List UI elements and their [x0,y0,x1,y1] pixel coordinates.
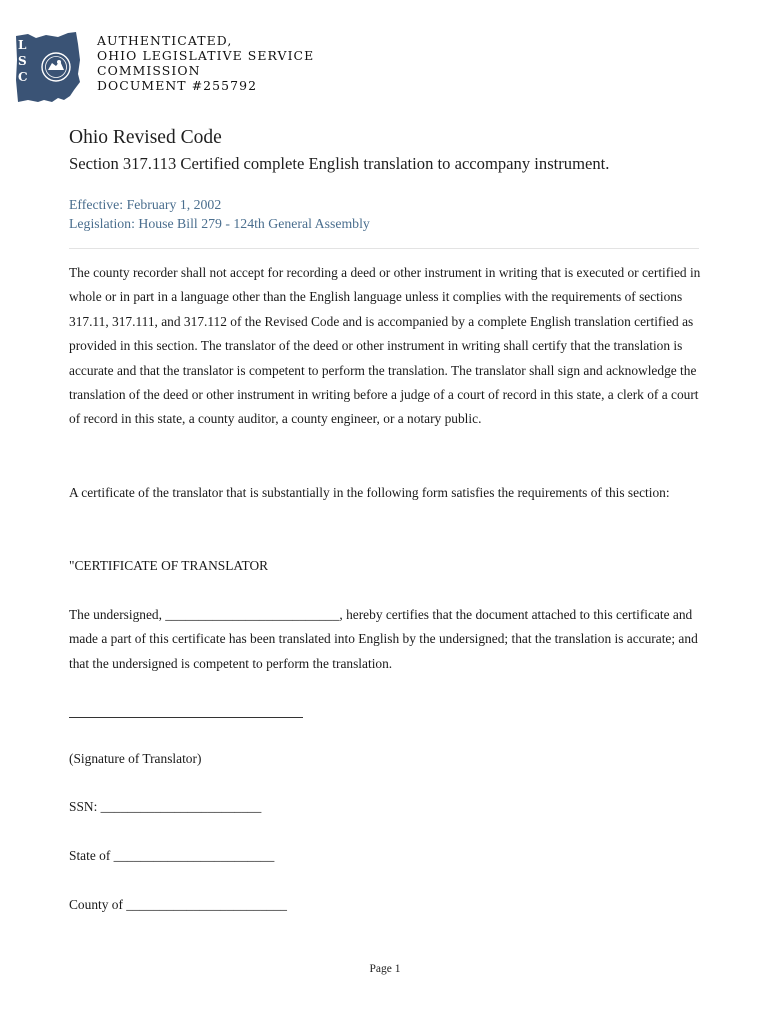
paragraph-certification-statement: The undersigned, __________________________, hereby certifies that the document attached to this certificate and made a part of this certificate has been translated into English by the undersigned; that the translation is accurate; and that the undersigned is competent to perform the translation. [69,607,698,671]
seal-letter-c: C [18,70,28,84]
county-line: County of ________________________ [69,897,287,912]
signature-label: (Signature of Translator) [69,751,202,766]
code-title: Ohio Revised Code [69,127,222,148]
paragraph-certificate-form: A certificate of the translator that is substantially in the following form satisfies the requirements of this section: [69,485,670,500]
seal-letter-s: S [18,54,27,68]
section-heading: Section 317.113 Certified complete English translation to accompany instrument. [69,154,610,173]
auth-line: COMMISSION [97,63,201,78]
authentication-stamp [97,33,314,93]
seal-letter-l: L [18,38,27,52]
signature-line [69,717,303,718]
state-line: State of ________________________ [69,848,275,863]
auth-line: DOCUMENT #255792 [97,78,258,93]
auth-line: OHIO LEGISLATIVE SERVICE [97,48,315,63]
lsc-ohio-seal-logo [14,30,84,104]
divider [69,248,699,249]
effective-date: Effective: February 1, 2002 [69,197,222,212]
ssn-line: SSN: ________________________ [69,799,262,814]
page-number: Page 1 [369,963,401,975]
paragraph-recorder-requirement: The county recorder shall not accept for recording a deed or other instrument in writing that is executed or certified in whole or in part in a language other than the English language unless it complies with the requirements of sections 317.11, 317.111, and 317.112 of the Revised Code and is accompanied by a complete English translation certified as provided in this section. The translator of the deed or other instrument in writing shall certify that the translation is accurate and that the translator is competent to perform the translation. The translator shall sign and acknowledge the translation of the deed or other instrument in writing before a judge of a court of record in this state, a clerk of a court of record in this state, a county auditor, a county engineer, or a notary public. [69,265,701,427]
legislation-reference: Legislation: House Bill 279 - 124th General Assembly [69,216,370,231]
auth-line: AUTHENTICATED, [97,33,233,48]
certificate-heading: "CERTIFICATE OF TRANSLATOR [69,558,269,573]
